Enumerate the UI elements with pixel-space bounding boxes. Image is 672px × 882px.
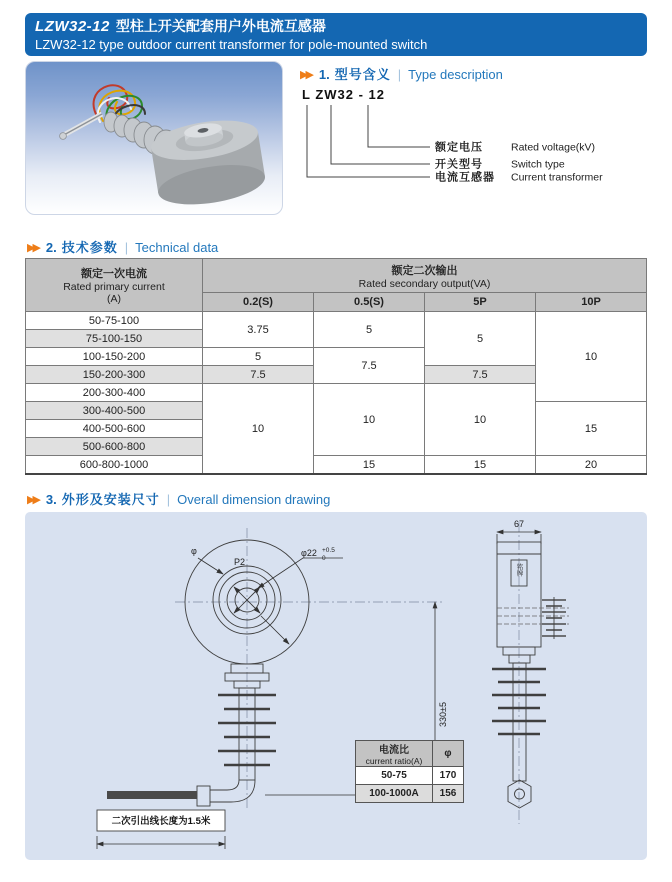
value-cell: 5 [203,348,314,366]
tolerance-sup: +0.5 [322,547,335,554]
value-cell: 15 [314,456,425,475]
code-item-en: Rated voltage(kV) [511,141,596,154]
section-number: 1. [318,67,330,82]
section-number: 2. [45,240,57,255]
separator: | [397,67,402,82]
dimension-drawing [25,512,647,860]
code-item-zh: 电流互感器 [435,171,495,184]
table-row [356,785,464,803]
technical-data-table [25,258,647,475]
value-cell: 15 [536,402,647,456]
section-number: 3. [45,492,57,507]
table-row [26,456,647,475]
product-photo [25,61,283,215]
phi-cell: 156 [433,785,464,803]
header-zh: 额定二次输出 [391,264,458,277]
tolerance-sub: 0 [322,555,326,562]
table-row [356,767,464,785]
phi-header: φ [433,741,464,767]
primary-cell: 50-75-100 [26,312,203,330]
section-title-zh: 外形及安装尺寸 [61,492,160,507]
header-unit: (A) [107,293,121,305]
ratio-cell: 100-1000A [356,785,433,803]
lead-note-text: 二次引出线长度为1.5米 [111,816,211,827]
value-cell: 20 [536,456,647,475]
secondary-output-header [203,259,647,293]
height-dimension: 330±5 [438,702,448,727]
primary-cell: 100-150-200 [26,348,203,366]
current-ratio-table [355,740,464,803]
separator: | [124,240,129,255]
width-dimension: 67 [513,519,525,529]
code-item-en: Switch type [511,158,565,171]
dimension-drawing-panel [25,512,647,860]
type-code-diagram [298,84,663,209]
section-title-en: Technical data [135,240,219,255]
product-illustration [26,62,282,214]
value-cell: 10 [425,384,536,456]
subcol-header: 0.2(S) [203,293,314,312]
ratio-header-zh: 电流比 [379,745,409,756]
value-cell: 5 [314,312,425,348]
ratio-header-en: current ratio(A) [365,756,423,766]
model-code: LZW32-12 [35,18,110,35]
primary-cell: 300-400-500 [26,402,203,420]
subcol-header: 5P [425,293,536,312]
section-2-heading [27,237,218,256]
code-item-zh: 开关型号 [435,158,483,171]
section-marker-icon: ▶▶ [300,69,311,81]
primary-cell: 150-200-300 [26,366,203,384]
section-title-en: Overall dimension drawing [177,492,331,507]
section-title-en: Type description [408,67,503,82]
side-view [492,519,569,824]
nameplate-label: 铭牌 [515,563,523,577]
section-title-zh: 型号含义 [334,67,391,82]
header-en: Rated primary current [63,281,165,293]
section-title-zh: 技术参数 [61,240,118,255]
ratio-header [356,741,433,767]
primary-current-header [26,259,203,312]
subcol-header: 0.5(S) [314,293,425,312]
primary-cell: 75-100-150 [26,330,203,348]
page-title-zh: 型柱上开关配套用户外电流互感器 [115,18,326,34]
header-en: Rated secondary output(VA) [358,277,491,290]
p2-terminal-label: P2 [234,557,246,567]
hole-diameter-label: φ22 [301,548,317,558]
primary-cell: 400-500-600 [26,420,203,438]
primary-cell: 200-300-400 [26,384,203,402]
ratio-cell: 50-75 [356,767,433,785]
primary-cell: 500-600-800 [26,438,203,456]
section-marker-icon: ▶▶ [27,494,38,506]
secondary-lead-cable [107,791,197,799]
section-1-heading [300,64,503,83]
value-cell: 3.75 [203,312,314,348]
value-cell: 10 [536,312,647,402]
code-item-zh: 额定电压 [435,141,483,154]
page-title-en: LZW32-12 type outdoor current transformer for pole-mounted switch [35,37,428,52]
value-cell: 5 [425,312,536,366]
section-marker-icon: ▶▶ [27,242,38,254]
metal-pin [60,114,102,139]
value-cell: 15 [425,456,536,475]
code-item-en: Current transformer [511,171,603,184]
phi-cell: 170 [433,767,464,785]
primary-cell: 600-800-1000 [26,456,203,475]
separator: | [166,492,171,507]
title-zh-line [35,16,637,36]
value-cell: 10 [314,384,425,456]
ct-body [148,114,267,211]
diameter-symbol-label: φ [191,546,197,556]
value-cell: 7.5 [314,348,425,384]
page-header [25,13,647,56]
section-3-heading [27,489,330,508]
header-zh: 额定一次电流 [81,268,147,280]
value-cell: 10 [203,384,314,475]
value-cell: 7.5 [203,366,314,384]
subcol-header: 10P [536,293,647,312]
type-code: L ZW32 - 12 [302,87,386,102]
value-cell: 7.5 [425,366,536,384]
table-row [26,312,647,330]
